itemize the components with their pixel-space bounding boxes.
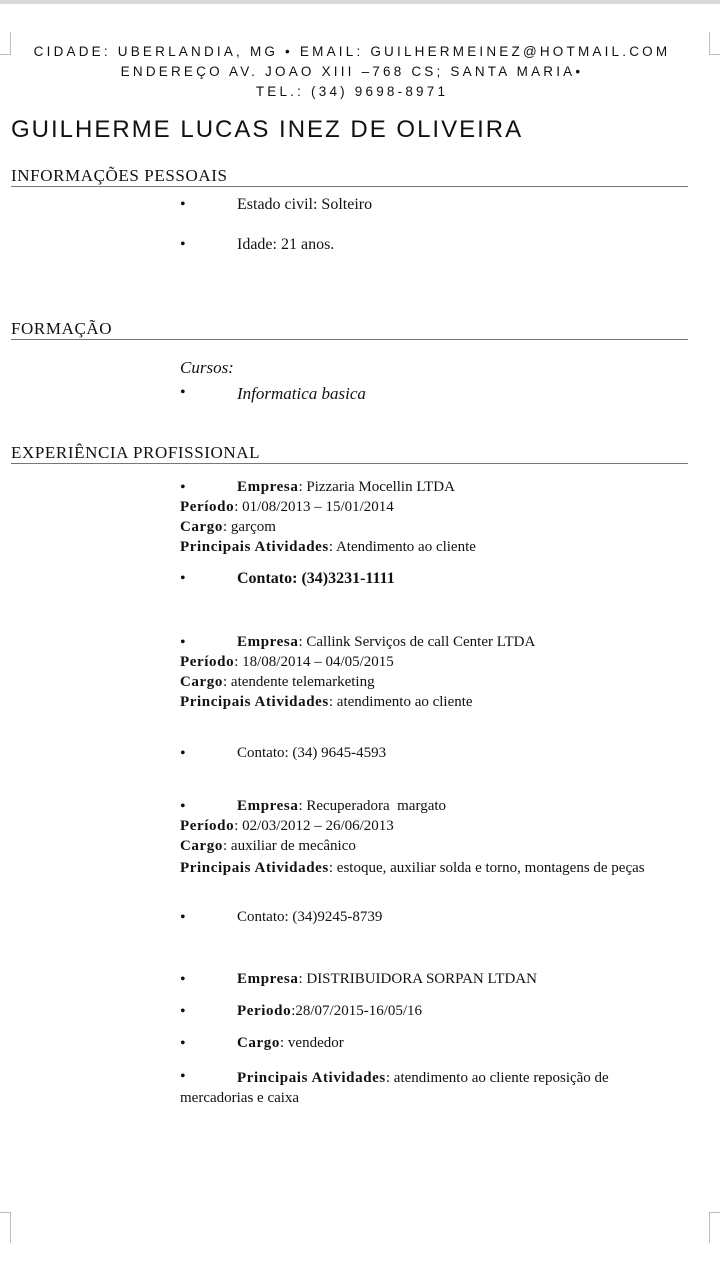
bullet: •	[180, 745, 186, 762]
bullet: •	[180, 798, 186, 815]
job-2-activities: Principais Atividades: atendimento ao cliente	[180, 694, 473, 710]
job-4-activities: Principais Atividades: atendimento ao cliente reposição de mercadorias e caixa	[180, 1070, 609, 1106]
candidate-name: GUILHERME LUCAS INEZ DE OLIVEIRA	[11, 116, 524, 143]
bullet: •	[180, 236, 186, 253]
job-2-company: Empresa: Callink Serviços de call Center LTDA	[237, 634, 536, 650]
personal-civil-status: Estado civil: Solteiro	[237, 196, 373, 213]
bullet: •	[180, 971, 186, 988]
courses-label: Cursos:	[180, 358, 234, 377]
job-1-company: Empresa: Pizzaria Mocellin LTDA	[237, 479, 455, 495]
section-title-experience: EXPERIÊNCIA PROFISSIONAL	[11, 443, 688, 464]
contact-line-phone: TEL.: (34) 9698-8971	[255, 84, 449, 99]
job-2-period: Período: 18/08/2014 – 04/05/2015	[180, 654, 394, 670]
job-3-company: Empresa: Recuperadora margato	[237, 798, 447, 814]
job-2-role: Cargo: atendente telemarketing	[180, 674, 375, 690]
bullet: •	[180, 1068, 186, 1085]
job-1-period: Período: 01/08/2013 – 15/01/2014	[180, 499, 394, 515]
job-2-contact: Contato: (34) 9645-4593	[237, 745, 387, 761]
personal-age: Idade: 21 anos.	[237, 236, 335, 253]
bullet: •	[180, 196, 186, 213]
job-3-role: Cargo: auxiliar de mecânico	[180, 838, 356, 854]
bullet: •	[180, 1003, 186, 1020]
section-title-education: FORMAÇÃO	[11, 319, 688, 340]
bullet: •	[180, 479, 186, 496]
page-corner-mark	[709, 32, 720, 55]
job-3-period: Período: 02/03/2012 – 26/06/2013	[180, 818, 394, 834]
page-corner-mark	[0, 1212, 11, 1243]
course-item: Informatica basica	[237, 384, 366, 403]
contact-line-address: ENDEREÇO AV. JOAO XIII –768 CS; SANTA MARIA•	[120, 64, 584, 79]
bullet: •	[180, 384, 186, 401]
job-4-company: Empresa: DISTRIBUIDORA SORPAN LTDAN	[237, 971, 537, 987]
job-4-role: Cargo: vendedor	[237, 1035, 344, 1051]
contact-line-city-email: CIDADE: UBERLANDIA, MG • EMAIL: GUILHERMEINEZ@HOTMAIL.COM	[33, 44, 671, 59]
bullet: •	[180, 634, 186, 651]
job-3-activities: Principais Atividades: estoque, auxiliar solda e torno, montagens de peças	[180, 860, 645, 876]
page-corner-mark	[709, 1212, 720, 1243]
bullet: •	[180, 909, 186, 926]
job-4-period: Periodo:28/07/2015-16/05/16	[237, 1003, 423, 1019]
job-1-role: Cargo: garçom	[180, 519, 276, 535]
bullet: •	[180, 570, 186, 587]
bullet: •	[180, 1035, 186, 1052]
job-3-contact: Contato: (34)9245-8739	[237, 909, 383, 925]
job-1-contact: Contato: (34)3231-1111	[237, 570, 395, 587]
section-title-personal: INFORMAÇÕES PESSOAIS	[11, 166, 688, 187]
top-bar	[0, 0, 720, 4]
job-1-activities: Principais Atividades: Atendimento ao cliente	[180, 539, 476, 555]
